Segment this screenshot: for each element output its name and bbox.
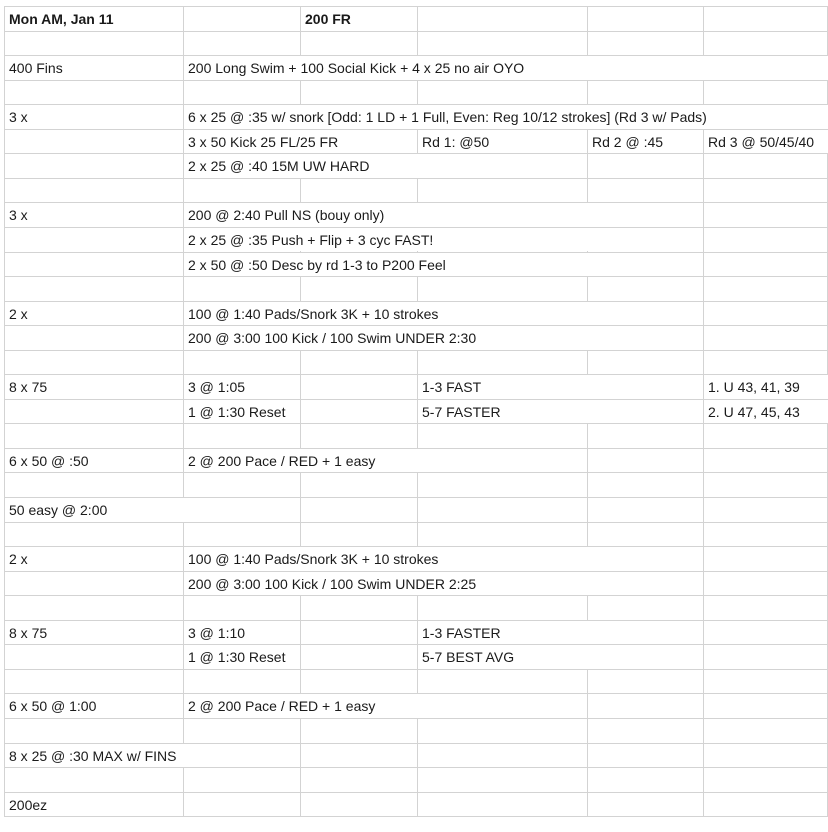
sheet-cell[interactable]: 1-3 FAST xyxy=(418,375,703,399)
sheet-cell[interactable]: 3 @ 1:05 xyxy=(184,375,300,399)
grid-row-line xyxy=(4,423,828,424)
sheet-cell[interactable]: 5-7 FASTER xyxy=(418,400,703,424)
sheet-cell[interactable]: 8 x 25 @ :30 MAX w/ FINS xyxy=(5,744,300,768)
sheet-cell[interactable]: 5-7 BEST AVG xyxy=(418,645,703,669)
sheet-cell[interactable]: Rd 2 @ :45 xyxy=(588,130,703,154)
sheet-cell[interactable]: 3 x xyxy=(5,203,183,227)
sheet-cell[interactable]: 200 FR xyxy=(301,7,417,31)
sheet-cell[interactable]: 2 x xyxy=(5,547,183,571)
grid-row-line xyxy=(4,31,828,32)
sheet-cell[interactable]: 2 x xyxy=(5,302,183,326)
sheet-cell[interactable]: 2 @ 200 Pace / RED + 1 easy xyxy=(184,694,587,718)
sheet-cell[interactable]: 1. U 43, 41, 39 xyxy=(704,375,828,399)
grid-row-line xyxy=(4,718,828,719)
grid-row-line xyxy=(4,816,828,817)
sheet-cell[interactable]: 200 @ 3:00 100 Kick / 100 Swim UNDER 2:25 xyxy=(184,572,703,596)
sheet-cell[interactable]: 2 @ 200 Pace / RED + 1 easy xyxy=(184,449,587,473)
sheet-cell[interactable]: 6 x 50 @ :50 xyxy=(5,449,183,473)
grid-row-line xyxy=(4,472,828,473)
sheet-cell[interactable]: 1 @ 1:30 Reset xyxy=(184,400,300,424)
sheet-cell[interactable]: 6 x 25 @ :35 w/ snork [Odd: 1 LD + 1 Full, Even: Reg 10/12 strokes] (Rd 3 w/ Pads) xyxy=(184,105,828,129)
grid-row-line xyxy=(4,178,828,179)
grid-row-line xyxy=(4,767,828,768)
sheet-cell[interactable]: 6 x 50 @ 1:00 xyxy=(5,694,183,718)
sheet-cell[interactable]: 2 x 25 @ :35 Push + Flip + 3 cyc FAST! xyxy=(184,228,703,252)
sheet-cell[interactable]: 3 x xyxy=(5,105,183,129)
sheet-cell[interactable]: 1-3 FASTER xyxy=(418,621,703,645)
sheet-cell[interactable]: 200 Long Swim + 100 Social Kick + 4 x 25 no air OYO xyxy=(184,56,828,80)
sheet-cell[interactable]: 1 @ 1:30 Reset xyxy=(184,645,300,669)
grid-row-line xyxy=(4,522,828,523)
sheet-cell[interactable]: 2 x 25 @ :40 15M UW HARD xyxy=(184,154,587,178)
sheet-cell[interactable]: 400 Fins xyxy=(5,56,183,80)
grid-row-line xyxy=(4,595,828,596)
grid-row-line xyxy=(4,276,828,277)
grid-row-line xyxy=(4,644,828,645)
sheet-cell[interactable]: 2 x 50 @ :50 Desc by rd 1-3 to P200 Feel xyxy=(184,253,703,277)
sheet-cell[interactable]: 200ez xyxy=(5,793,183,817)
sheet-cell[interactable]: 50 easy @ 2:00 xyxy=(5,498,300,522)
sheet-cell[interactable]: Rd 3 @ 50/45/40 xyxy=(704,130,828,154)
sheet-cell[interactable]: 8 x 75 xyxy=(5,621,183,645)
sheet-cell[interactable]: 3 @ 1:10 xyxy=(184,621,300,645)
sheet-cell[interactable]: Mon AM, Jan 11 xyxy=(5,7,183,31)
sheet-cell[interactable]: 200 @ 2:40 Pull NS (bouy only) xyxy=(184,203,703,227)
sheet-cell[interactable]: 2. U 47, 45, 43 xyxy=(704,400,828,424)
sheet-cell[interactable]: 3 x 50 Kick 25 FL/25 FR xyxy=(184,130,417,154)
sheet-cell[interactable]: Rd 1: @50 xyxy=(418,130,587,154)
sheet-cell[interactable]: 200 @ 3:00 100 Kick / 100 Swim UNDER 2:30 xyxy=(184,326,703,350)
grid-row-line xyxy=(4,669,828,670)
sheet-cell[interactable]: 100 @ 1:40 Pads/Snork 3K + 10 strokes xyxy=(184,302,703,326)
sheet-cell[interactable]: 100 @ 1:40 Pads/Snork 3K + 10 strokes xyxy=(184,547,703,571)
sheet-cell[interactable]: 8 x 75 xyxy=(5,375,183,399)
